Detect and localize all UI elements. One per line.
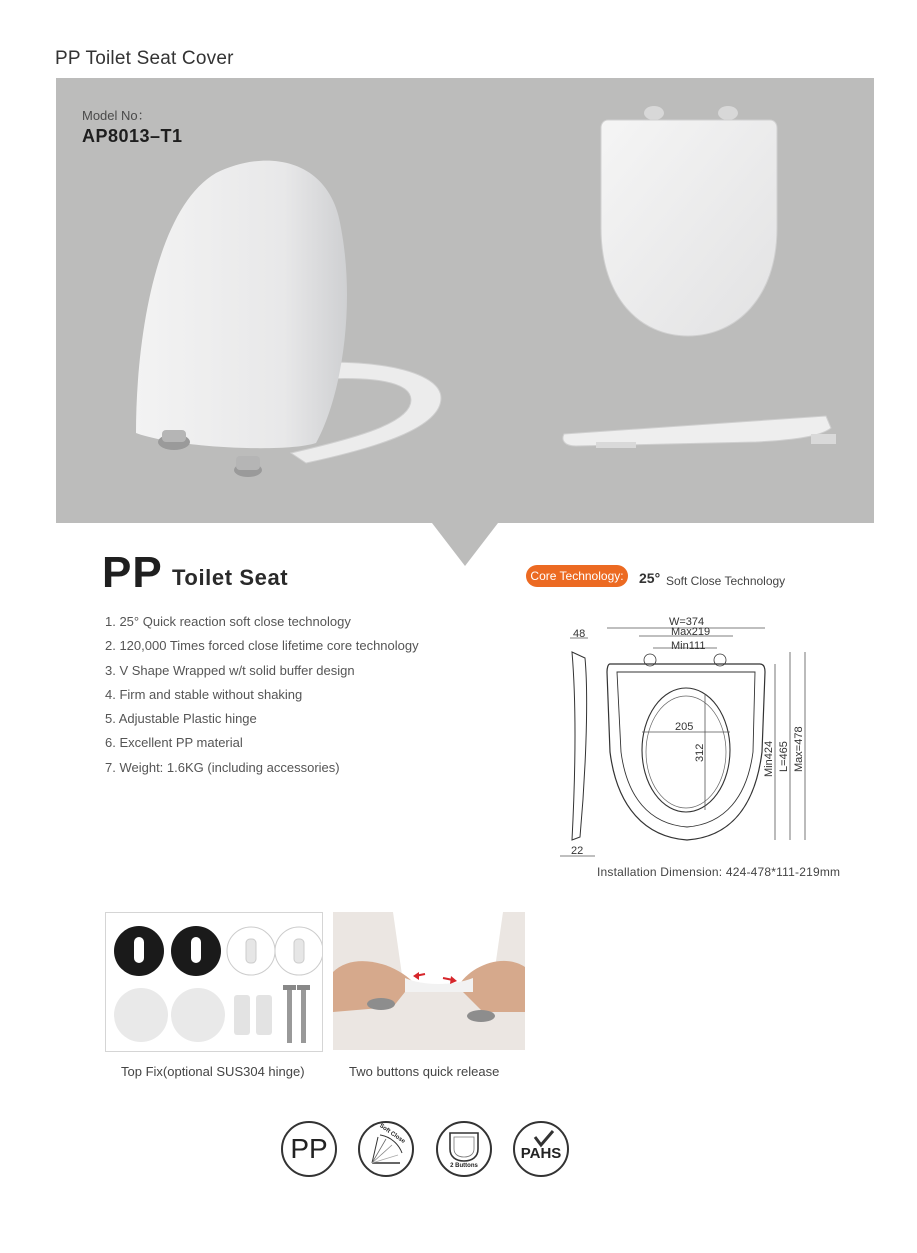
model-label: Model No： [82,108,151,123]
badge-pp-text: PP [290,1133,328,1164]
dim-width: W=374 [669,616,705,628]
product-title-toilet-seat: Toilet Seat [172,565,289,590]
hinge-parts-illustration [106,913,322,1051]
product-title-pp: PP [102,548,163,597]
badge-pahs-text: PAHS [520,1145,562,1162]
caption-quick-release: Two buttons quick release [349,1064,500,1079]
quick-release-photo [333,912,525,1050]
feature-item: 2. 120,000 Times forced close lifetime core technology [105,638,419,654]
model-number: AP8013–T1 [82,126,183,146]
caption-top-fix: Top Fix(optional SUS304 hinge) [121,1064,305,1079]
feature-item: 5. Adjustable Plastic hinge [105,711,257,727]
dim-min424: Min424 [763,740,775,777]
dim-205: 205 [675,721,694,733]
pp-material-badge [281,1121,337,1177]
feature-item: 1. 25° Quick reaction soft close technology [105,614,351,629]
dim-l465: L=465 [778,741,790,772]
hinge-accessories-photo [105,912,323,1052]
dim-max219: Max219 [671,626,711,638]
dim-48: 48 [573,628,586,640]
hero-notch-arrow [432,523,498,566]
core-degree: 25° [639,570,661,586]
badge-soft-close-text: Soft Close [378,1123,406,1145]
dim-min111: Min111 [671,640,706,652]
soft-close-badge [358,1121,414,1177]
feature-item: 4. Firm and stable without shaking [105,686,303,702]
two-buttons-badge [436,1121,492,1177]
dimension-diagram [555,612,850,862]
feature-item: 7. Weight: 1.6KG (including accessories) [105,759,340,775]
badge-two-buttons-text: 2 Buttons [450,1163,478,1169]
installation-dimension: Installation Dimension: 424-478*111-219mm [597,865,841,879]
dim-max478: Max=478 [793,726,805,772]
core-technology-badge: Core Technology: [526,565,628,587]
dim-22: 22 [571,845,584,857]
pahs-badge [513,1121,569,1177]
dim-312: 312 [694,743,706,762]
feature-item: 6. Excellent PP material [105,735,243,751]
feature-list [105,614,419,784]
quick-release-illustration [333,912,525,1050]
core-technology-text: Soft Close Technology [666,574,786,588]
page-title: PP Toilet Seat Cover [55,48,234,69]
feature-item: 3. V Shape Wrapped w/t solid buffer design [105,662,355,678]
